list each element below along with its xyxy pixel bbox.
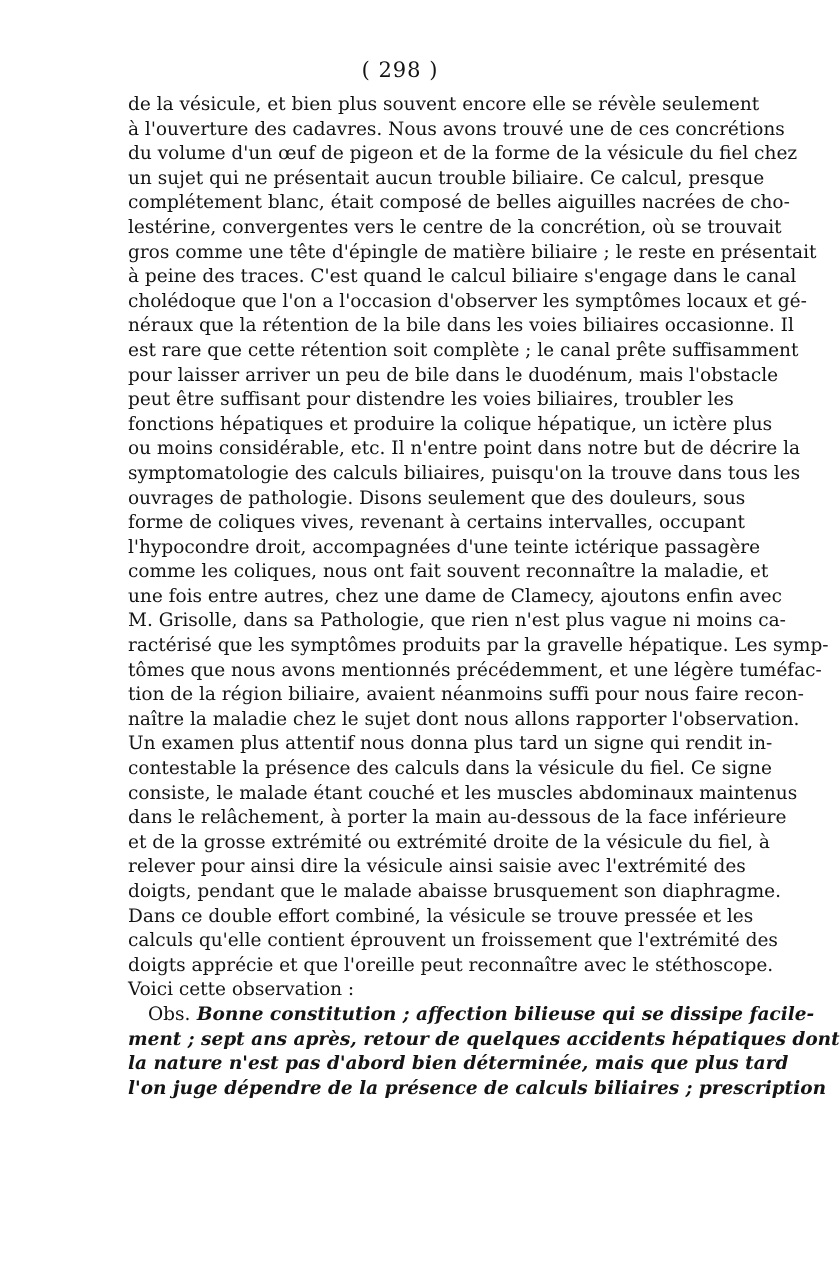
text-line: doigts apprécie et que l'oreille peut reconnaître avec le stéthoscope. xyxy=(128,954,774,976)
text-line: pour laisser arriver un peu de bile dans le duodénum, mais l'obstacle xyxy=(128,364,779,386)
text-line: ouvrages de pathologie. Disons seulement que des douleurs, sous xyxy=(128,487,746,509)
text-line: du volume d'un œuf de pigeon et de la forme de la vésicule du fiel chez xyxy=(128,143,798,165)
text-line: comme les coliques, nous ont fait souvent reconnaître la maladie, et xyxy=(128,561,769,583)
page-number: ( 298 ) xyxy=(361,58,439,82)
text-line: cholédoque que l'on a l'occasion d'observer les symptômes locaux et gé- xyxy=(128,290,807,312)
observation-line xyxy=(128,1003,815,1028)
text-line: gros comme une tête d'épingle de matière biliaire ; le reste en présentait xyxy=(128,241,817,263)
text-line: l'hypocondre droit, accompagnées d'une teinte ictérique passagère xyxy=(128,536,761,558)
observation-label: Obs. xyxy=(148,1003,191,1025)
text-line: tômes que nous avons mentionnés précédemment, et une légère tuméfac- xyxy=(128,659,822,681)
text-line: contestable la présence des calculs dans la vésicule du fiel. Ce signe xyxy=(128,758,772,780)
text-line: et de la grosse extrémité ou extrémité droite de la vésicule du fiel, à xyxy=(128,831,770,853)
text-line: calculs qu'elle contient éprouvent un froissement que l'extrémité des xyxy=(128,930,778,952)
text-line: une fois entre autres, chez une dame de Clamecy, ajoutons enfin avec xyxy=(128,585,782,607)
text-line: néraux que la rétention de la bile dans les voies biliaires occasionne. Il xyxy=(128,315,794,337)
text-line: consiste, le malade étant couché et les muscles abdominaux maintenus xyxy=(128,782,798,804)
text-line: complétement blanc, était composé de belles aiguilles nacrées de cho- xyxy=(128,192,790,214)
observation-text: Bonne constitution ; affection bilieuse qui se dissipe facile- xyxy=(196,1003,815,1025)
text-line: ou moins considérable, etc. Il n'entre point dans notre but de décrire la xyxy=(128,438,801,460)
text-line: symptomatologie des calculs biliaires, puisqu'on la trouve dans tous les xyxy=(128,462,801,484)
text-line: naître la maladie chez le sujet dont nous allons rapporter l'observation. xyxy=(128,708,800,730)
observation-line: la nature n'est pas d'abord bien déterminée, mais que plus tard xyxy=(128,1053,789,1075)
text-line: M. Grisolle, dans sa Pathologie, que rien n'est plus vague ni moins ca- xyxy=(128,610,786,632)
text-line: dans le relâchement, à porter la main au-dessous de la face inférieure xyxy=(128,807,787,829)
observation-line: l'on juge dépendre de la présence de calculs biliaires ; prescription xyxy=(128,1077,827,1099)
body-text xyxy=(128,93,840,1101)
text-line: fonctions hépatiques et produire la colique hépatique, un ictère plus xyxy=(128,413,773,435)
text-line: de la vésicule, et bien plus souvent encore elle se révèle seulement xyxy=(128,94,760,115)
text-line: forme de coliques vives, revenant à certains intervalles, occupant xyxy=(128,512,745,534)
text-line: Voici cette observation : xyxy=(128,979,355,1001)
text-line: ractérisé que les symptômes produits par la gravelle hépatique. Les symp- xyxy=(128,635,829,657)
text-line: un sujet qui ne présentait aucun trouble biliaire. Ce calcul, presque xyxy=(128,167,765,189)
observation-line: ment ; sept ans après, retour de quelques accidents hépatiques dont xyxy=(128,1028,840,1050)
text-line: lestérine, convergentes vers le centre de la concrétion, où se trouvait xyxy=(128,216,782,238)
text-line: à peine des traces. C'est quand le calcul biliaire s'engage dans le canal xyxy=(128,266,797,288)
text-line: doigts, pendant que le malade abaisse brusquement son diaphragme. xyxy=(128,881,781,902)
text-line: Un examen plus attentif nous donna plus tard un signe qui rendit in- xyxy=(128,733,773,755)
text-line: à l'ouverture des cadavres. Nous avons trouvé une de ces concrétions xyxy=(128,118,785,140)
text-line: relever pour ainsi dire la vésicule ainsi saisie avec l'extrémité des xyxy=(128,856,746,878)
text-line: est rare que cette rétention soit complète ; le canal prête suffisamment xyxy=(128,339,799,361)
text-line: peut être suffisant pour distendre les voies biliaires, troubler les xyxy=(128,389,734,411)
text-line: tion de la région biliaire, avaient néanmoins suffi pour nous faire recon- xyxy=(128,684,804,706)
text-line: Dans ce double effort combiné, la vésicule se trouve pressée et les xyxy=(128,905,754,927)
